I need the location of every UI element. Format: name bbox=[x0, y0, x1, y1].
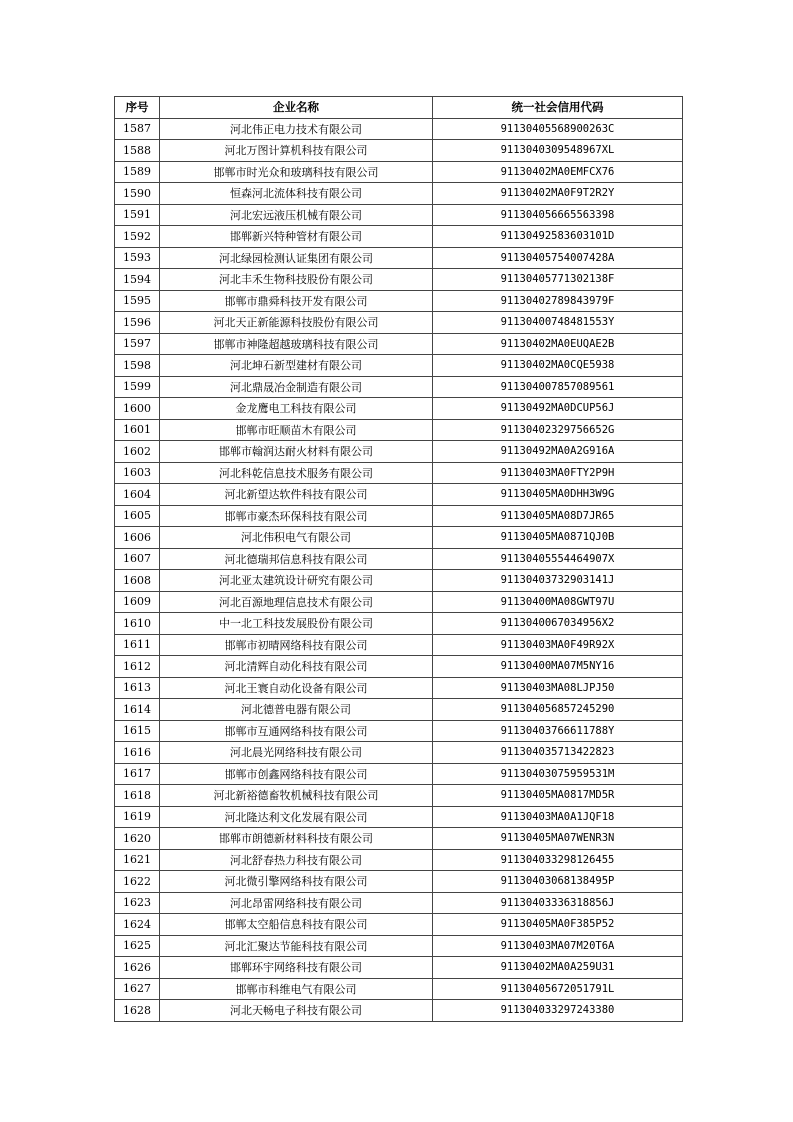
credit-code: 91130405672051791L bbox=[433, 978, 683, 1000]
table-row bbox=[115, 720, 683, 742]
table-row bbox=[115, 247, 683, 269]
row-index: 1628 bbox=[115, 1000, 160, 1022]
table-row bbox=[115, 914, 683, 936]
credit-code: 91130403766611788Y bbox=[433, 720, 683, 742]
credit-code: 91130403075959531M bbox=[433, 763, 683, 785]
credit-code: 91130403MA0FTY2P9H bbox=[433, 462, 683, 484]
credit-code: 91130402MA0EMFCX76 bbox=[433, 161, 683, 183]
credit-code: 91130402329756652G bbox=[433, 419, 683, 441]
credit-code: 91130403068138495P bbox=[433, 871, 683, 893]
credit-code: 91130402MA0F9T2R2Y bbox=[433, 183, 683, 205]
company-name: 河北伟正电力技术有限公司 bbox=[160, 118, 433, 140]
credit-code: 91130402MA0EUQAE2B bbox=[433, 333, 683, 355]
row-index: 1606 bbox=[115, 527, 160, 549]
company-name: 河北新望达软件科技有限公司 bbox=[160, 484, 433, 506]
table-row bbox=[115, 742, 683, 764]
row-index: 1588 bbox=[115, 140, 160, 162]
row-index: 1618 bbox=[115, 785, 160, 807]
company-name: 河北百源地理信息技术有限公司 bbox=[160, 591, 433, 613]
table-row bbox=[115, 806, 683, 828]
row-index: 1595 bbox=[115, 290, 160, 312]
company-name: 邯郸市鼎舜科技开发有限公司 bbox=[160, 290, 433, 312]
company-name: 恒森河北流体科技有限公司 bbox=[160, 183, 433, 205]
table-row bbox=[115, 677, 683, 699]
company-name: 中一北工科技发展股份有限公司 bbox=[160, 613, 433, 635]
table-row bbox=[115, 871, 683, 893]
row-index: 1587 bbox=[115, 118, 160, 140]
table-row bbox=[115, 591, 683, 613]
row-index: 1621 bbox=[115, 849, 160, 871]
company-name: 邯郸市旺顺苗木有限公司 bbox=[160, 419, 433, 441]
table-row bbox=[115, 462, 683, 484]
row-index: 1589 bbox=[115, 161, 160, 183]
table-row bbox=[115, 613, 683, 635]
company-name: 河北隆达利文化发展有限公司 bbox=[160, 806, 433, 828]
credit-code: 91130405771302138F bbox=[433, 269, 683, 291]
company-name: 金龙鹰电工科技有限公司 bbox=[160, 398, 433, 420]
row-index: 1616 bbox=[115, 742, 160, 764]
company-name: 河北德普电器有限公司 bbox=[160, 699, 433, 721]
table-row bbox=[115, 849, 683, 871]
table-row bbox=[115, 527, 683, 549]
header-index: 序号 bbox=[115, 97, 160, 119]
table-row bbox=[115, 892, 683, 914]
credit-code: 91130405MA0DHH3W9G bbox=[433, 484, 683, 506]
company-name: 河北清辉自动化科技有限公司 bbox=[160, 656, 433, 678]
table-row bbox=[115, 785, 683, 807]
row-index: 1591 bbox=[115, 204, 160, 226]
credit-code: 91130492MA0DCUP56J bbox=[433, 398, 683, 420]
row-index: 1590 bbox=[115, 183, 160, 205]
credit-code: 91130400MA08GWT97U bbox=[433, 591, 683, 613]
credit-code: 91130405MA0817MD5R bbox=[433, 785, 683, 807]
company-name: 邯郸市朗德新材料科技有限公司 bbox=[160, 828, 433, 850]
company-name: 邯郸市初晴网络科技有限公司 bbox=[160, 634, 433, 656]
row-index: 1596 bbox=[115, 312, 160, 334]
table-row bbox=[115, 634, 683, 656]
row-index: 1600 bbox=[115, 398, 160, 420]
company-name: 河北万图计算机科技有限公司 bbox=[160, 140, 433, 162]
credit-code: 91130403MA0F49R92X bbox=[433, 634, 683, 656]
row-index: 1619 bbox=[115, 806, 160, 828]
table-row bbox=[115, 484, 683, 506]
company-name: 河北舒春热力科技有限公司 bbox=[160, 849, 433, 871]
company-name: 河北汇聚达节能科技有限公司 bbox=[160, 935, 433, 957]
company-name: 邯郸市互通网络科技有限公司 bbox=[160, 720, 433, 742]
row-index: 1608 bbox=[115, 570, 160, 592]
table-row bbox=[115, 763, 683, 785]
company-name: 河北丰禾生物科技股份有限公司 bbox=[160, 269, 433, 291]
row-index: 1610 bbox=[115, 613, 160, 635]
table-row bbox=[115, 398, 683, 420]
credit-code: 911304033297243380 bbox=[433, 1000, 683, 1022]
table-row bbox=[115, 978, 683, 1000]
credit-code: 9113040309548967XL bbox=[433, 140, 683, 162]
company-name: 邯郸市翰润达耐火材料有限公司 bbox=[160, 441, 433, 463]
table-row bbox=[115, 419, 683, 441]
row-index: 1620 bbox=[115, 828, 160, 850]
company-name: 邯郸市时光众和玻璃科技有限公司 bbox=[160, 161, 433, 183]
row-index: 1609 bbox=[115, 591, 160, 613]
credit-code: 91130400748481553Y bbox=[433, 312, 683, 334]
table-row bbox=[115, 183, 683, 205]
credit-code: 91130405568900263C bbox=[433, 118, 683, 140]
row-index: 1617 bbox=[115, 763, 160, 785]
company-name: 河北鼎晟冶金制造有限公司 bbox=[160, 376, 433, 398]
company-name: 河北晨光网络科技有限公司 bbox=[160, 742, 433, 764]
row-index: 1598 bbox=[115, 355, 160, 377]
table-row bbox=[115, 140, 683, 162]
table-row bbox=[115, 957, 683, 979]
credit-code: 91130405MA07WENR3N bbox=[433, 828, 683, 850]
table-row bbox=[115, 828, 683, 850]
company-name: 邯郸新兴特种管材有限公司 bbox=[160, 226, 433, 248]
table-row bbox=[115, 935, 683, 957]
credit-code: 91130492MA0A2G916A bbox=[433, 441, 683, 463]
table-row bbox=[115, 548, 683, 570]
row-index: 1601 bbox=[115, 419, 160, 441]
credit-code: 9113040067034956X2 bbox=[433, 613, 683, 635]
table-body bbox=[115, 118, 683, 1021]
row-index: 1612 bbox=[115, 656, 160, 678]
company-name: 邯郸市科维电气有限公司 bbox=[160, 978, 433, 1000]
credit-code: 91130405MA08D7JR65 bbox=[433, 505, 683, 527]
company-name: 河北王寰自动化设备有限公司 bbox=[160, 677, 433, 699]
row-index: 1611 bbox=[115, 634, 160, 656]
credit-code: 91130402MA0CQE5938 bbox=[433, 355, 683, 377]
credit-code: 91130492583603101D bbox=[433, 226, 683, 248]
company-name: 河北天正新能源科技股份有限公司 bbox=[160, 312, 433, 334]
row-index: 1615 bbox=[115, 720, 160, 742]
enterprise-table bbox=[114, 96, 683, 1022]
credit-code: 91130405MA0F385P52 bbox=[433, 914, 683, 936]
row-index: 1592 bbox=[115, 226, 160, 248]
credit-code: 911304056857245290 bbox=[433, 699, 683, 721]
table-row bbox=[115, 441, 683, 463]
row-index: 1594 bbox=[115, 269, 160, 291]
credit-code: 91130403336318856J bbox=[433, 892, 683, 914]
table-row bbox=[115, 355, 683, 377]
company-name: 河北德瑞邦信息科技有限公司 bbox=[160, 548, 433, 570]
company-name: 河北绿园检测认证集团有限公司 bbox=[160, 247, 433, 269]
row-index: 1607 bbox=[115, 548, 160, 570]
table-row bbox=[115, 656, 683, 678]
row-index: 1626 bbox=[115, 957, 160, 979]
company-name: 河北宏远液压机械有限公司 bbox=[160, 204, 433, 226]
credit-code: 91130405MA0871QJ0B bbox=[433, 527, 683, 549]
company-name: 邯郸市创鑫网络科技有限公司 bbox=[160, 763, 433, 785]
credit-code: 91130402789843979F bbox=[433, 290, 683, 312]
table-row bbox=[115, 226, 683, 248]
credit-code: 911304007857089561 bbox=[433, 376, 683, 398]
row-index: 1613 bbox=[115, 677, 160, 699]
row-index: 1627 bbox=[115, 978, 160, 1000]
header-credit-code: 统一社会信用代码 bbox=[433, 97, 683, 119]
row-index: 1625 bbox=[115, 935, 160, 957]
table-row bbox=[115, 376, 683, 398]
company-name: 河北坤石新型建材有限公司 bbox=[160, 355, 433, 377]
table-row bbox=[115, 570, 683, 592]
row-index: 1599 bbox=[115, 376, 160, 398]
row-index: 1622 bbox=[115, 871, 160, 893]
company-name: 邯郸市神隆超越玻璃科技有限公司 bbox=[160, 333, 433, 355]
credit-code: 91130403MA0A1JQF18 bbox=[433, 806, 683, 828]
credit-code: 91130405754007428A bbox=[433, 247, 683, 269]
header-company-name: 企业名称 bbox=[160, 97, 433, 119]
company-name: 河北亚太建筑设计研究有限公司 bbox=[160, 570, 433, 592]
row-index: 1604 bbox=[115, 484, 160, 506]
credit-code: 91130403MA08LJPJ50 bbox=[433, 677, 683, 699]
credit-code: 91130403MA07M20T6A bbox=[433, 935, 683, 957]
row-index: 1593 bbox=[115, 247, 160, 269]
company-name: 邯郸太空船信息科技有限公司 bbox=[160, 914, 433, 936]
company-name: 河北新裕德畜牧机械科技有限公司 bbox=[160, 785, 433, 807]
table-row bbox=[115, 505, 683, 527]
table-row bbox=[115, 290, 683, 312]
table-row bbox=[115, 312, 683, 334]
table-row bbox=[115, 699, 683, 721]
company-name: 邯郸环宇网络科技有限公司 bbox=[160, 957, 433, 979]
credit-code: 91130402MA0A259U31 bbox=[433, 957, 683, 979]
row-index: 1614 bbox=[115, 699, 160, 721]
table-row bbox=[115, 333, 683, 355]
row-index: 1602 bbox=[115, 441, 160, 463]
table-row bbox=[115, 204, 683, 226]
row-index: 1597 bbox=[115, 333, 160, 355]
company-name: 河北伟积电气有限公司 bbox=[160, 527, 433, 549]
table-row bbox=[115, 118, 683, 140]
credit-code: 911304033298126455 bbox=[433, 849, 683, 871]
credit-code: 91130405554464907X bbox=[433, 548, 683, 570]
company-name: 河北昂雷网络科技有限公司 bbox=[160, 892, 433, 914]
row-index: 1623 bbox=[115, 892, 160, 914]
table-row bbox=[115, 1000, 683, 1022]
credit-code: 91130400MA07M5NY16 bbox=[433, 656, 683, 678]
credit-code: 91130403732903141J bbox=[433, 570, 683, 592]
row-index: 1624 bbox=[115, 914, 160, 936]
company-name: 河北天畅电子科技有限公司 bbox=[160, 1000, 433, 1022]
table-row bbox=[115, 269, 683, 291]
row-index: 1603 bbox=[115, 462, 160, 484]
company-name: 河北微引擎网络科技有限公司 bbox=[160, 871, 433, 893]
table-header-row bbox=[115, 97, 683, 119]
row-index: 1605 bbox=[115, 505, 160, 527]
company-name: 邯郸市豪杰环保科技有限公司 bbox=[160, 505, 433, 527]
table-row bbox=[115, 161, 683, 183]
credit-code: 911304056665563398 bbox=[433, 204, 683, 226]
company-name: 河北科乾信息技术服务有限公司 bbox=[160, 462, 433, 484]
credit-code: 911304035713422823 bbox=[433, 742, 683, 764]
